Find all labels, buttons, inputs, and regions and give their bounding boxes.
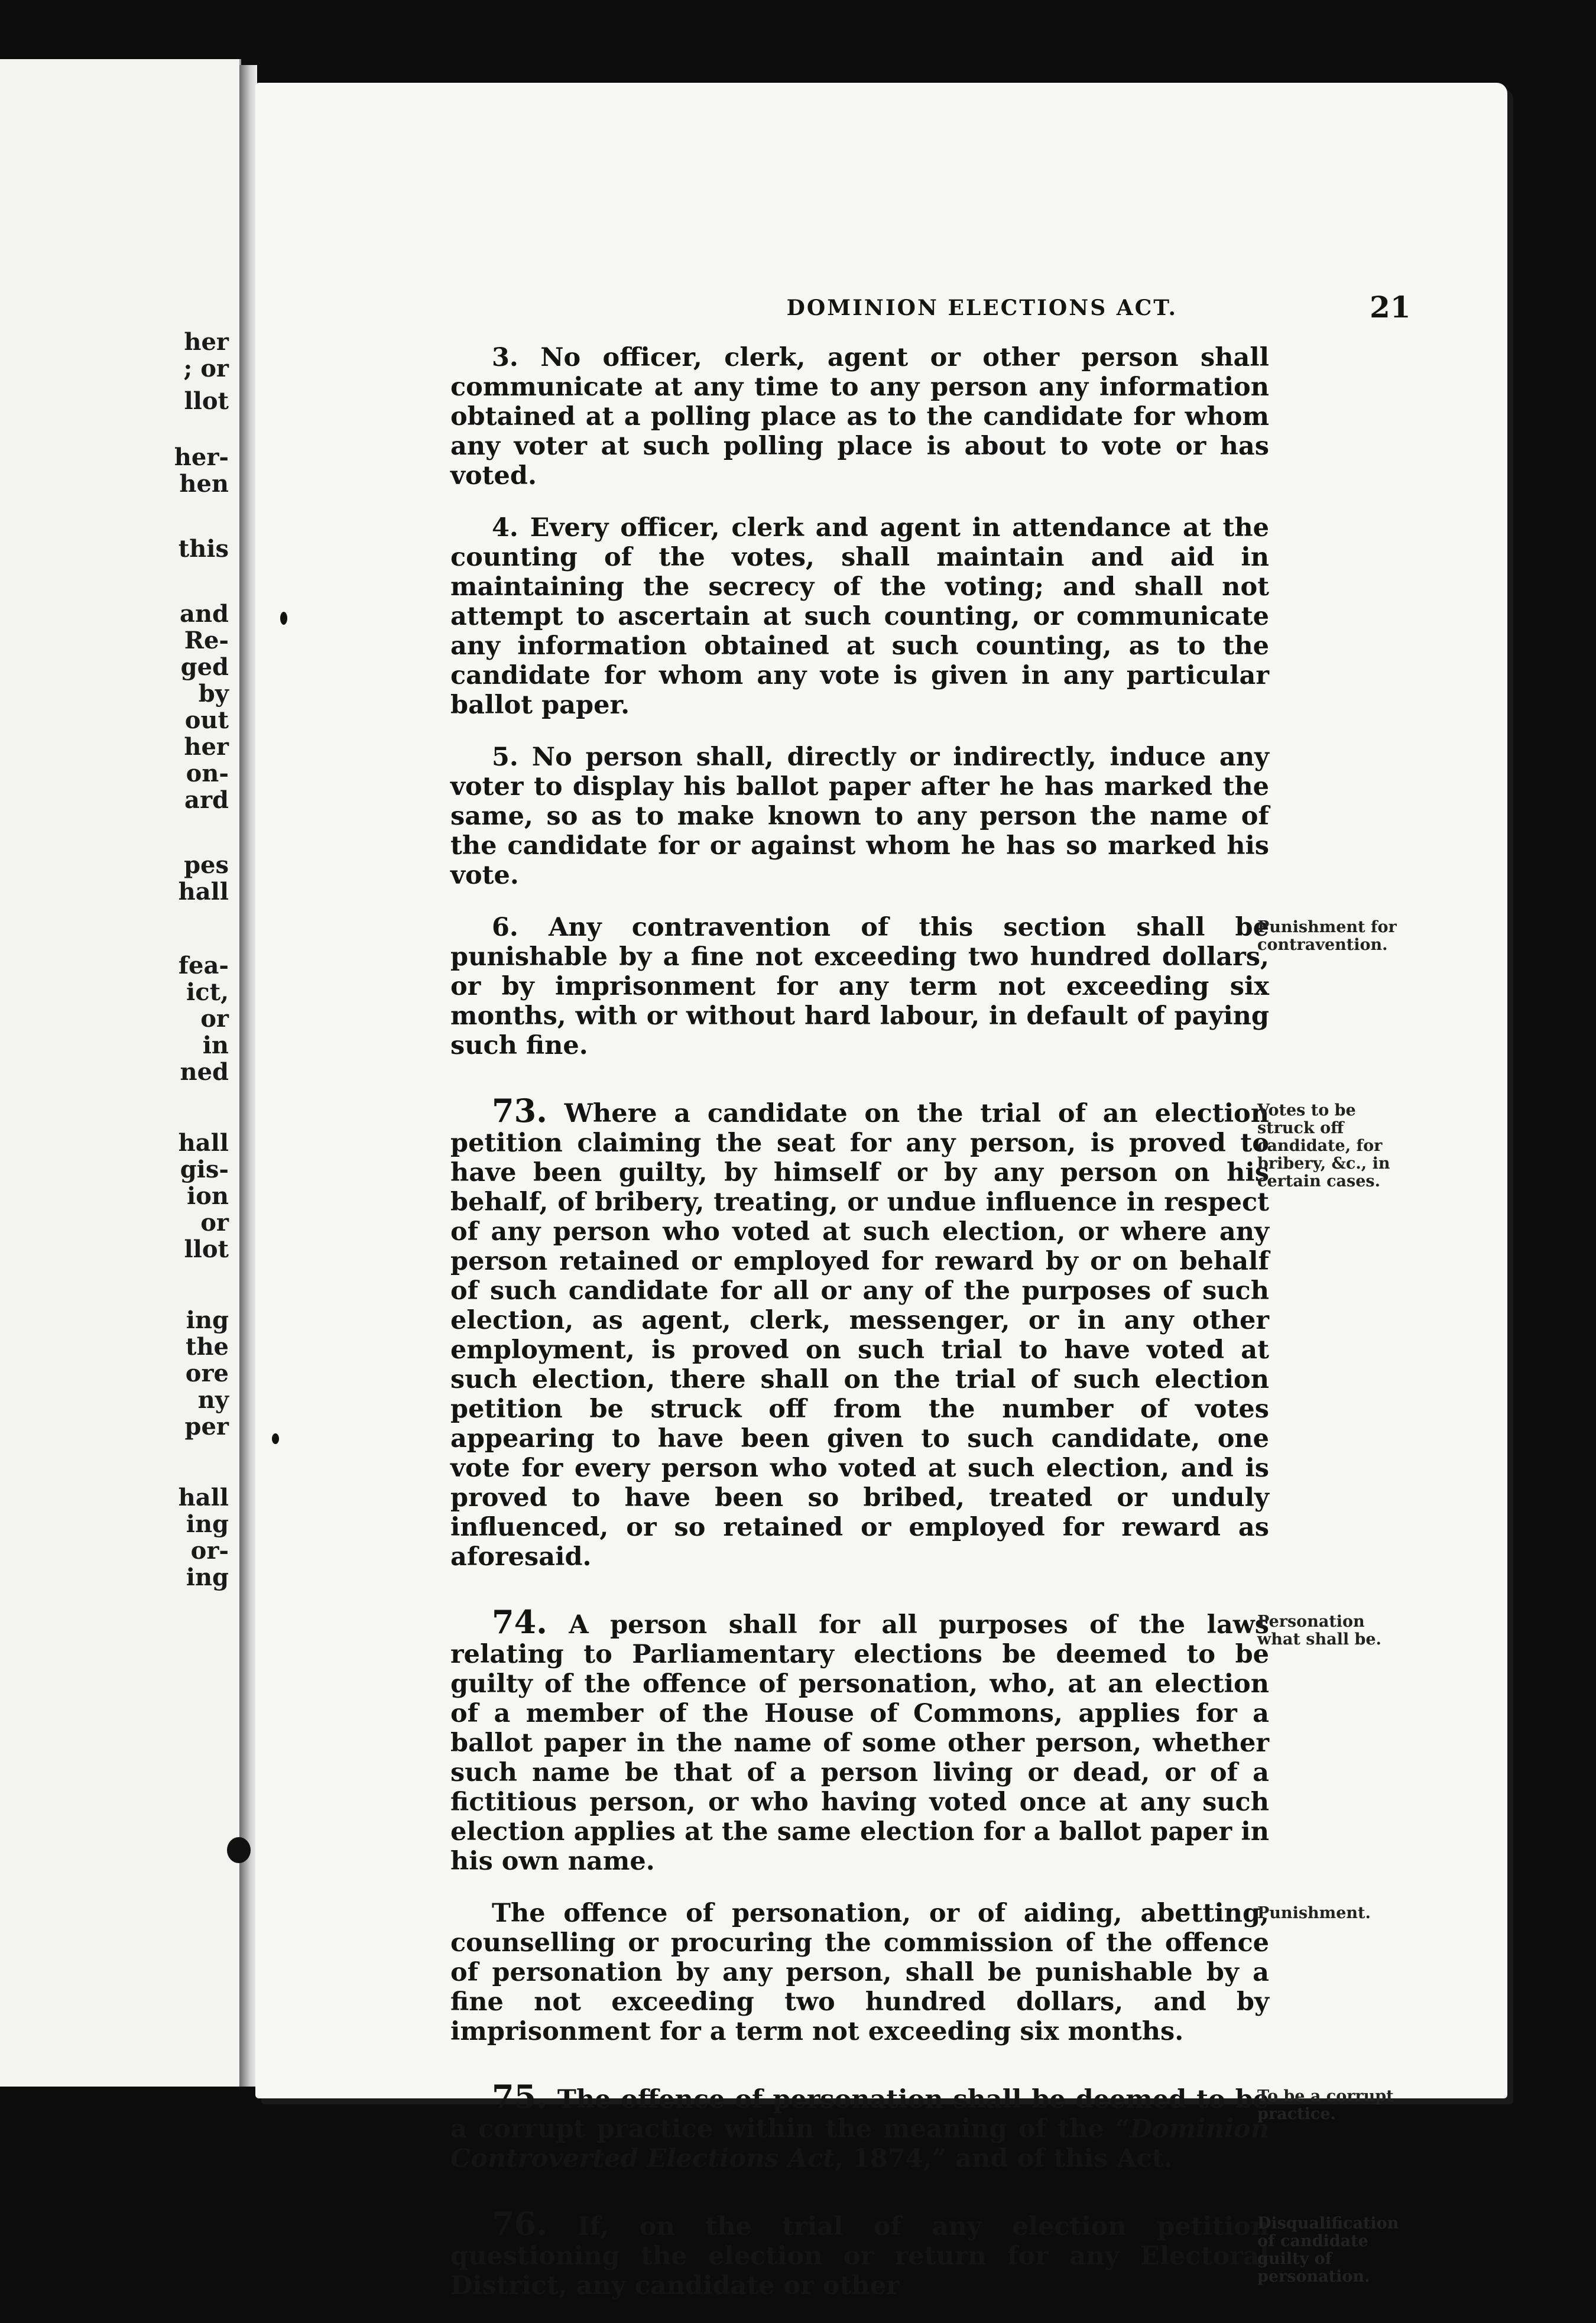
page-number: 21 <box>1370 290 1411 325</box>
left-page-fragment-line: and <box>180 600 229 628</box>
left-page-fragment-line: ny <box>197 1386 229 1414</box>
left-page-fragment-line: ged <box>180 653 229 681</box>
section-number: 74. <box>492 1603 547 1641</box>
subsection-number: 6. <box>492 913 518 942</box>
left-page-fragment-line: ore <box>185 1360 229 1387</box>
left-page-fragment-line: hall <box>178 1484 229 1511</box>
left-page-fragment-line: ing <box>186 1563 229 1591</box>
left-page-fragment-line: hall <box>178 1129 229 1157</box>
margin-note-punishment-contravention: Punishment for contravention. <box>1257 918 1397 954</box>
left-page-fragment-line: ion <box>187 1182 229 1210</box>
left-page-fragment-line: llot <box>184 1235 229 1263</box>
subsection-4 <box>450 513 1269 720</box>
left-page-fragment-line: her <box>184 733 229 761</box>
paragraph-text: The offence of personation, or of aiding, abetting, counselling or procuring the commission of the offence of personation by any person, shall be punishable by a fine not exceeding two hundred dollars, and by imprisonment for a term not exceeding six months. <box>450 1899 1269 2046</box>
main-page <box>255 83 1507 2301</box>
section-76 <box>450 2205 1269 2301</box>
left-page-fragment-line: per <box>184 1413 229 1440</box>
left-page-fragment-line: or <box>200 1209 229 1237</box>
margin-note-personation: Personation what shall be. <box>1257 1613 1381 1649</box>
subsection-text: Every officer, clerk and agent in attendance at the counting of the votes, shall maintain and aid in maintaining the secrecy of the voting; and shall not attempt to ascertain at such counting, or communicate any information obtained at such counting, as to the candidate for whom any vote is given in any particular ballot paper. <box>450 513 1269 720</box>
book-spine <box>239 65 257 2087</box>
subsection-number: 5. <box>492 742 518 772</box>
section-number: 76. <box>492 2205 547 2243</box>
left-page-fragment-line: ing <box>186 1510 229 1538</box>
margin-note-votes-struck-off: Votes to be struck off candidate, for bribery, &c., in certain cases. <box>1257 1101 1390 1190</box>
margin-note-punishment: Punishment. <box>1257 1904 1371 1922</box>
left-page-fragment-line: ned <box>180 1058 229 1086</box>
subsection-text: Any contravention of this section shall be punishable by a fine not exceeding two hundred dollars, or by imprisonment for any term not exceeding six months, with or without hard labour, in default of paying such fine. <box>450 913 1269 1060</box>
left-page-fragment-line: Re- <box>184 627 229 654</box>
section-74 <box>450 1603 1269 1876</box>
left-page-fragment-line: or- <box>190 1537 229 1565</box>
left-page-fragment-line: her <box>184 328 229 356</box>
subsection-6 <box>450 913 1269 1060</box>
section-75 <box>450 2078 1269 2173</box>
left-page-fragment-line: or <box>200 1005 229 1033</box>
left-page-fragment-line: the <box>185 1333 229 1361</box>
ink-blot <box>227 1837 251 1863</box>
subsection-number: 4. <box>492 513 518 543</box>
running-head: DOMINION ELECTIONS ACT. <box>786 296 1177 320</box>
subsection-3 <box>450 343 1269 491</box>
left-page-fragment-line: her- <box>174 443 229 471</box>
section-text: Where a candidate on the trial of an election petition claiming the seat for any person, is proved to have been guilty, by himself or by any person on his behalf, of bribery, treating, or undue influence in respect of any person who voted at such election, or where any person retained or employed for reward by or on behalf of such candidate for all or any of the purposes of such election, as agent, clerk, messenger, or in any other employment, is proved on such trial to have voted at such election, there shall on the trial of such election petition be struck off from the number of votes appearing to have been given to such candidate, one vote for every person who voted at such election, and is proved to have been so bribed, treated or unduly influenced, or so retained or employed for reward as aforesaid. <box>450 1099 1269 1572</box>
left-page-fragment-line: gis- <box>180 1156 229 1183</box>
section-text-lead: The offence of personation shall be deemed to be a corrupt practice within the meaning of the “ <box>450 2085 1269 2144</box>
left-page-fragment-line: pes <box>184 851 229 879</box>
left-page-fragment <box>0 59 241 2087</box>
section-74-paragraph-2 <box>450 1899 1269 2046</box>
left-page-fragment-line: fea- <box>178 952 229 979</box>
left-page-fragment-line: ; or <box>183 355 229 382</box>
left-page-fragment-line: out <box>184 706 229 734</box>
left-page-fragment-line: hall <box>178 878 229 906</box>
body-text <box>450 343 1269 2323</box>
left-page-fragment-line: on- <box>186 760 229 787</box>
section-number: 75. <box>492 2078 547 2116</box>
section-number: 73. <box>492 1092 547 1130</box>
ink-speck <box>280 612 287 625</box>
subsection-5 <box>450 742 1269 890</box>
left-page-fragment-line: this <box>178 535 229 563</box>
section-text: If, on the trial of any election petition questioning the election or return for any Electoral District, any candidate or other <box>450 2212 1269 2301</box>
left-page-fragment-line: by <box>198 680 229 708</box>
margin-note-disqualification: Disqualification of candidate guilty of personation. <box>1257 2214 1399 2286</box>
left-page-fragment-line: hen <box>179 470 229 498</box>
subsection-text: No person shall, directly or indirectly, induce any voter to display his ballot paper after he has marked the same, so as to make known to any person the name of the candidate for or against whom he has so marked his vote. <box>450 742 1269 890</box>
margin-note-corrupt-practice: To be a corrupt practice. <box>1257 2087 1394 2123</box>
subsection-text: No officer, clerk, agent or other person shall communicate at any time to any person any information obtained at a polling place as to the candidate for whom any voter at such polling place is about to vote or has voted. <box>450 343 1269 491</box>
left-page-fragment-line: ard <box>184 786 229 814</box>
subsection-number: 3. <box>492 343 518 372</box>
left-page-fragment-line: ict, <box>186 978 229 1006</box>
section-73 <box>450 1092 1269 1572</box>
left-page-fragment-line: llot <box>184 387 229 415</box>
left-page-fragment-line: in <box>202 1031 229 1059</box>
left-page-fragment-line: ing <box>186 1306 229 1334</box>
act-title: Dominion Controverted Elections Act <box>450 2114 1269 2173</box>
ink-speck <box>272 1433 279 1444</box>
section-text: A person shall for all purposes of the laws relating to Parliamentary elections be deemed to be guilty of the offence of personation, who, at an election of a member of the House of Commons, applies for a ballot paper in the name of some other person, whether such name be that of a person living or dead, or of a fictitious person, or who having voted once at any such election applies at the same election for a ballot paper in his own name. <box>450 1610 1269 1876</box>
section-text-tail: , 1874,” and of this Act. <box>835 2144 1173 2173</box>
